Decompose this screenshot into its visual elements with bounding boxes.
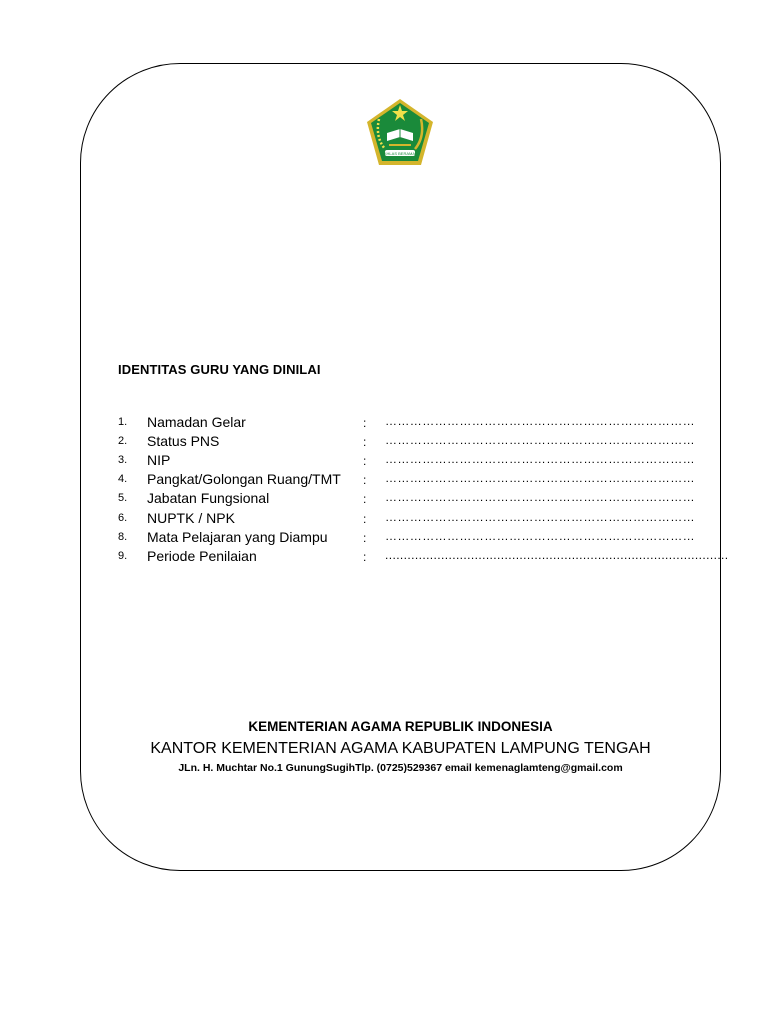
field-number: 4. bbox=[118, 473, 128, 485]
field-colon: : bbox=[363, 416, 367, 430]
field-value-blank[interactable]: ………………………………………………………………… bbox=[385, 529, 695, 543]
field-row bbox=[118, 529, 698, 548]
field-label: NIP bbox=[147, 452, 171, 468]
field-row bbox=[118, 452, 698, 471]
field-number: 9. bbox=[118, 550, 128, 562]
field-label: Status PNS bbox=[147, 433, 220, 449]
field-colon: : bbox=[363, 550, 367, 564]
field-value-blank[interactable]: ............................................................................................ bbox=[385, 548, 729, 562]
field-row bbox=[118, 433, 698, 452]
kemenag-emblem-icon bbox=[365, 97, 435, 167]
field-value-blank[interactable]: ………………………………………………………………… bbox=[385, 452, 695, 466]
field-number: 1. bbox=[118, 416, 128, 428]
field-colon: : bbox=[363, 531, 367, 545]
field-number: 8. bbox=[118, 531, 128, 543]
ministry-name: KEMENTERIAN AGAMA REPUBLIK INDONESIA bbox=[248, 719, 553, 734]
field-row bbox=[118, 548, 729, 567]
field-value-blank[interactable]: ………………………………………………………………… bbox=[385, 471, 695, 485]
field-number: 2. bbox=[118, 435, 128, 447]
field-number: 3. bbox=[118, 454, 128, 466]
field-row bbox=[118, 471, 698, 490]
field-number: 6. bbox=[118, 512, 128, 524]
field-row bbox=[118, 490, 698, 509]
field-label: Periode Penilaian bbox=[147, 548, 257, 564]
field-row bbox=[118, 510, 698, 529]
form-title: IDENTITAS GURU YANG DINILAI bbox=[118, 362, 321, 377]
field-colon: : bbox=[363, 512, 367, 526]
svg-text:IKHLAS BERAMAL: IKHLAS BERAMAL bbox=[382, 151, 418, 156]
office-address: JLn. H. Muchtar No.1 GunungSugihTlp. (0725)529367 email kemenaglamteng@gmail.com bbox=[178, 762, 623, 774]
field-label: Jabatan Fungsional bbox=[147, 490, 270, 506]
field-value-blank[interactable]: ………………………………………………………………… bbox=[385, 490, 695, 504]
field-colon: : bbox=[363, 435, 367, 449]
field-colon: : bbox=[363, 454, 367, 468]
field-value-blank[interactable]: ………………………………………………………………… bbox=[385, 510, 695, 524]
field-value-blank[interactable]: ………………………………………………………………… bbox=[385, 433, 695, 447]
field-label: Namadan Gelar bbox=[147, 414, 246, 430]
field-colon: : bbox=[363, 473, 367, 487]
office-name: KANTOR KEMENTERIAN AGAMA KABUPATEN LAMPUNG TENGAH bbox=[150, 740, 651, 757]
field-value-blank[interactable]: ………………………………………………………………… bbox=[385, 414, 695, 428]
field-label: Pangkat/Golongan Ruang/TMT bbox=[147, 471, 341, 487]
field-label: Mata Pelajaran yang Diampu bbox=[147, 529, 328, 545]
field-row bbox=[118, 414, 698, 433]
field-label: NUPTK / NPK bbox=[147, 510, 235, 526]
field-number: 5. bbox=[118, 492, 128, 504]
field-colon: : bbox=[363, 492, 367, 506]
